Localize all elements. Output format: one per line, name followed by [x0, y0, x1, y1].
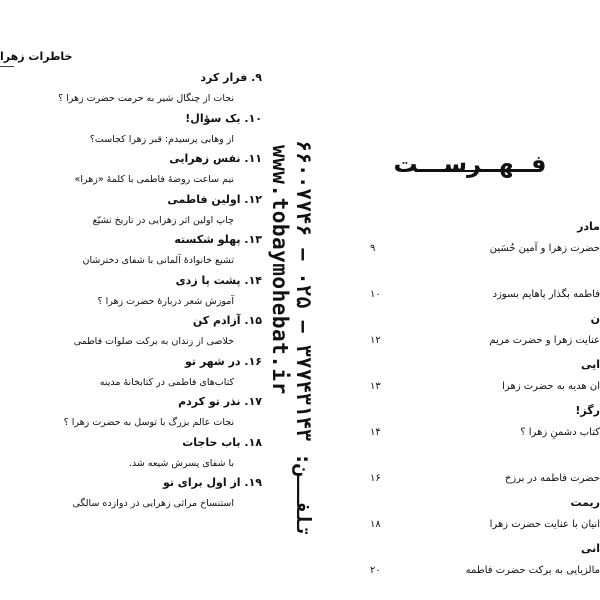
toc-item-line: انیان با عنایت حضرت زهرا	[489, 519, 600, 530]
toc-item	[370, 358, 600, 404]
entry-subtitle: با شفای پسرش شیعه شد.	[128, 457, 234, 469]
entry-subtitle: نیم ساعت روضهٔ فاطمی با کلمهٔ «زهرا»	[74, 174, 234, 185]
running-head: خاطرات زهرا	[0, 50, 73, 63]
entry-subtitle: نجات از چنگال شیر به حرمت حضرت زهرا ؟	[58, 93, 234, 104]
toc-page-number: ۱۸	[370, 519, 381, 530]
toc-page-number: ۲۰	[370, 565, 381, 576]
toc-item-title: ریمت	[570, 496, 600, 509]
website-url[interactable]: www.tobaymohebat.ir	[268, 145, 292, 395]
toc-item	[370, 312, 600, 358]
entry-title: ۱۷. نذر تو کردم	[178, 395, 262, 408]
toc-title-underline	[415, 170, 505, 172]
phone-number: تلفــن: ۳۷۷۴۳۱۴۳ – ۰۲۵ – ۶۶۰۰۷۷۴۶	[292, 140, 316, 538]
toc-item-title: انی	[580, 542, 600, 555]
toc-item-title: مادر	[577, 220, 600, 233]
entry-title: ۱۸. باب حاجات	[182, 435, 262, 449]
toc-item-title: رگز!	[575, 404, 600, 417]
entry-subtitle: استنساخ مراثی زهرایی در دوازده سالگی	[72, 498, 234, 509]
toc-item-line: ان هدیه به حضرت زهرا	[502, 381, 600, 392]
toc-item-title: ن	[590, 312, 600, 325]
entry-title: ۱۱. نفس زهرایی	[169, 152, 262, 165]
entry-title: ۱۹. از اول برای تو	[162, 476, 262, 489]
toc-item-line: کتاب دشمنِ زهرا ؟	[520, 427, 600, 438]
list-item	[0, 112, 262, 153]
list-item	[0, 274, 262, 315]
toc-item	[370, 220, 600, 266]
list-item	[0, 71, 262, 112]
toc-page-number: ۹	[370, 243, 376, 254]
toc-item-title: ایی	[580, 358, 600, 371]
entry-title: ۱۲. اولین فاطمی	[167, 192, 262, 206]
toc-list	[370, 220, 600, 588]
toc-item-line: فاطمه بگذار پاهایم بسوزد	[492, 289, 600, 300]
entry-subtitle: آموزش شعر دربارهٔ حضرت زهرا ؟	[97, 295, 234, 307]
list-item	[0, 476, 262, 517]
entry-title: ۱۵. آزادم کن	[192, 314, 262, 327]
toc-page-number: ۱۰	[370, 289, 381, 300]
toc-page-number: ۱۲	[370, 335, 381, 346]
toc-page-number: ۱۶	[370, 473, 381, 484]
toc-item-line: مالزیایی به برکت حضرت فاطمه	[465, 565, 600, 576]
list-item	[0, 436, 262, 477]
entry-title: ۹. فرار کرد	[200, 71, 262, 84]
toc-page-number: ۱۴	[370, 427, 381, 438]
toc-item	[370, 496, 600, 542]
toc-item	[370, 450, 600, 496]
toc-item-line: عنایت زهرا و حضرت مریم	[489, 335, 600, 346]
list-item	[0, 355, 262, 396]
entry-title: ۱۶. در شهر تو	[184, 354, 262, 368]
entry-title: ۱۰. یک سؤال!	[185, 111, 262, 125]
entry-subtitle: تشیع خانوادهٔ آلمانی با شفای دخترشان	[82, 255, 234, 266]
entry-subtitle: از وهابی پرسیدم: قبر زهرا کجاست؟	[89, 133, 234, 145]
entry-subtitle: خلاصی از زندان به برکت صلوات فاطمی	[73, 336, 234, 347]
list-item	[0, 314, 262, 355]
entry-title: ۱۴. پشت پا زدی	[175, 273, 262, 287]
toc-item-line: حضرت زهرا و آمین حُسَین	[489, 243, 600, 254]
toc-item	[370, 266, 600, 312]
entry-subtitle: چاپ اولین اثر زهرایی در تاریخ تشیّع	[92, 214, 234, 226]
toc-item-line: حضرت فاطمه در برزخ	[504, 473, 600, 484]
toc-item	[370, 542, 600, 588]
entry-subtitle: نجات عالم بزرگ با توسل به حضرت زهرا ؟	[63, 417, 234, 428]
toc-item	[370, 404, 600, 450]
list-item	[0, 152, 262, 193]
running-head-rule	[0, 66, 14, 67]
list-item	[0, 193, 262, 234]
toc-page-number: ۱۳	[370, 381, 381, 392]
entry-list	[0, 71, 262, 517]
list-item	[0, 395, 262, 436]
entry-title: ۱۳. پهلو شکسته	[174, 233, 262, 246]
list-item	[0, 233, 262, 274]
toc-title: فــهــرســـت	[393, 150, 547, 178]
entry-subtitle: کتاب‌های فاطمی در کتابخانهٔ مدینه	[99, 376, 234, 388]
